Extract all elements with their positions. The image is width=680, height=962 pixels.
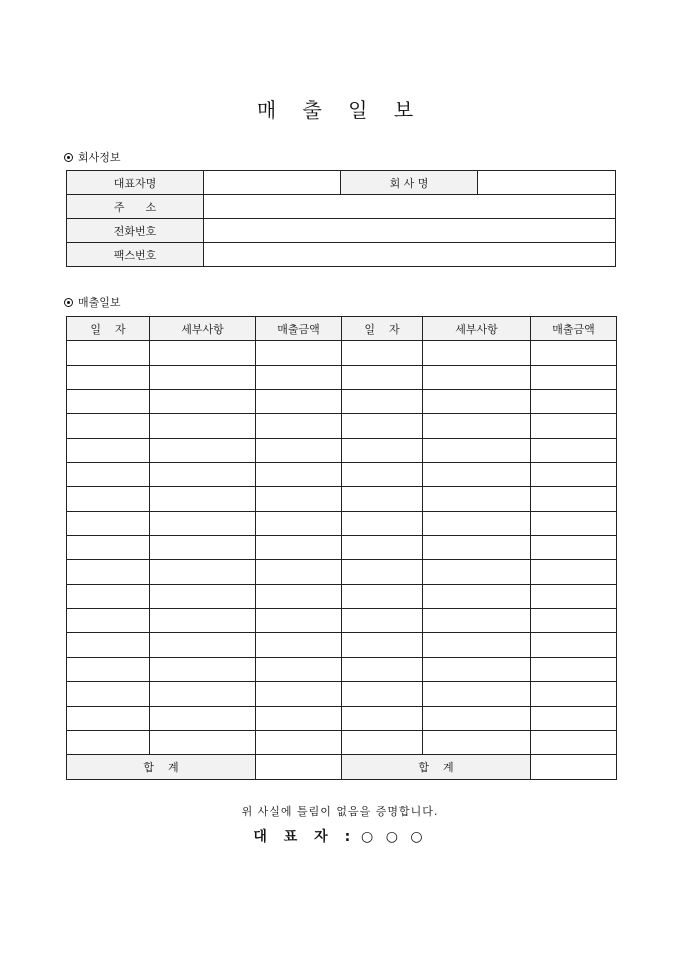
table-row	[67, 195, 616, 219]
amount-cell[interactable]	[256, 438, 342, 462]
table-row	[67, 171, 616, 195]
details-cell[interactable]	[423, 560, 531, 584]
details-cell[interactable]	[423, 657, 531, 681]
details-cell[interactable]	[423, 487, 531, 511]
details-cell[interactable]	[423, 438, 531, 462]
date-cell[interactable]	[67, 536, 150, 560]
document-title: 매 출 일 보	[256, 98, 424, 122]
representative-label: 대표자명	[67, 171, 204, 195]
table-row	[67, 560, 617, 584]
table-row	[67, 730, 617, 754]
amount-cell[interactable]	[256, 487, 342, 511]
sales-report-heading	[64, 294, 121, 310]
amount-cell[interactable]	[531, 536, 617, 560]
amount-cell[interactable]	[256, 560, 342, 584]
address-field[interactable]	[204, 195, 616, 219]
details-cell[interactable]	[150, 657, 256, 681]
table-row	[67, 390, 617, 414]
amount-cell[interactable]	[256, 609, 342, 633]
date-cell[interactable]	[67, 730, 150, 754]
details-cell[interactable]	[423, 730, 531, 754]
date-cell[interactable]	[342, 657, 423, 681]
amount-cell[interactable]	[531, 390, 617, 414]
date-cell[interactable]	[342, 487, 423, 511]
table-row	[67, 243, 616, 267]
date-cell[interactable]	[342, 633, 423, 657]
amount-cell[interactable]	[256, 584, 342, 608]
signature-line	[0, 826, 680, 846]
amount-cell[interactable]	[256, 633, 342, 657]
date-cell[interactable]	[67, 609, 150, 633]
date-cell[interactable]	[342, 511, 423, 535]
date-cell[interactable]	[67, 438, 150, 462]
amount-cell[interactable]	[256, 511, 342, 535]
amount-cell[interactable]	[531, 584, 617, 608]
table-row	[67, 536, 617, 560]
date-cell[interactable]	[67, 463, 150, 487]
fax-field[interactable]	[204, 243, 616, 267]
details-cell[interactable]	[150, 633, 256, 657]
company-info-table	[66, 170, 616, 267]
table-row	[67, 609, 617, 633]
details-cell[interactable]	[423, 341, 531, 365]
amount-cell[interactable]	[256, 365, 342, 389]
date-cell[interactable]	[342, 682, 423, 706]
company-info-heading-label: 회사정보	[78, 151, 121, 164]
amount-cell[interactable]	[531, 560, 617, 584]
details-cell[interactable]	[150, 706, 256, 730]
table-row	[67, 341, 617, 365]
amount-cell[interactable]	[531, 730, 617, 754]
details-cell[interactable]	[150, 438, 256, 462]
amount-cell[interactable]	[256, 414, 342, 438]
details-cell[interactable]	[150, 730, 256, 754]
amount-cell[interactable]	[256, 463, 342, 487]
address-label: 주 소	[67, 195, 204, 219]
bullet-radio-icon	[64, 153, 73, 162]
details-cell[interactable]	[150, 365, 256, 389]
date-cell[interactable]	[342, 609, 423, 633]
total-label: 합 계	[342, 755, 531, 779]
amount-cell[interactable]	[531, 657, 617, 681]
date-cell[interactable]	[67, 633, 150, 657]
total-row	[67, 755, 617, 779]
column-header-date: 일 자	[67, 317, 150, 341]
amount-cell[interactable]	[531, 682, 617, 706]
signature-placeholder[interactable]: ○ ○ ○	[361, 829, 427, 845]
column-header-details: 세부사항	[423, 317, 531, 341]
date-cell[interactable]	[342, 390, 423, 414]
amount-cell[interactable]	[531, 341, 617, 365]
date-cell[interactable]	[67, 341, 150, 365]
sales-table-body	[67, 341, 617, 755]
amount-cell[interactable]	[256, 730, 342, 754]
phone-label: 전화번호	[67, 219, 204, 243]
table-row	[67, 633, 617, 657]
date-cell[interactable]	[67, 414, 150, 438]
representative-field[interactable]	[204, 171, 341, 195]
date-cell[interactable]	[67, 584, 150, 608]
date-cell[interactable]	[342, 438, 423, 462]
amount-cell[interactable]	[531, 633, 617, 657]
table-row	[67, 365, 617, 389]
table-row	[67, 682, 617, 706]
table-row	[67, 219, 616, 243]
date-cell[interactable]	[67, 657, 150, 681]
phone-field[interactable]	[204, 219, 616, 243]
details-cell[interactable]	[150, 390, 256, 414]
date-cell[interactable]	[342, 341, 423, 365]
date-cell[interactable]	[67, 487, 150, 511]
date-cell[interactable]	[342, 463, 423, 487]
table-row	[67, 463, 617, 487]
date-cell[interactable]	[67, 511, 150, 535]
date-cell[interactable]	[342, 706, 423, 730]
amount-cell[interactable]	[256, 390, 342, 414]
details-cell[interactable]	[150, 414, 256, 438]
amount-cell[interactable]	[531, 487, 617, 511]
fax-label: 팩스번호	[67, 243, 204, 267]
details-cell[interactable]	[423, 682, 531, 706]
amount-cell[interactable]	[256, 657, 342, 681]
date-cell[interactable]	[67, 390, 150, 414]
date-cell[interactable]	[342, 536, 423, 560]
amount-cell[interactable]	[256, 682, 342, 706]
company-info-heading	[64, 149, 121, 165]
details-cell[interactable]	[423, 511, 531, 535]
date-cell[interactable]	[342, 414, 423, 438]
table-row	[67, 511, 617, 535]
amount-cell[interactable]	[531, 609, 617, 633]
total-amount-field[interactable]	[256, 755, 342, 779]
date-cell[interactable]	[342, 560, 423, 584]
total-amount-field[interactable]	[531, 755, 617, 779]
details-cell[interactable]	[423, 706, 531, 730]
details-cell[interactable]	[423, 463, 531, 487]
table-row	[67, 414, 617, 438]
details-cell[interactable]	[423, 609, 531, 633]
amount-cell[interactable]	[256, 536, 342, 560]
details-cell[interactable]	[423, 390, 531, 414]
table-row	[67, 584, 617, 608]
total-label: 합 계	[67, 755, 256, 779]
amount-cell[interactable]	[531, 365, 617, 389]
date-cell[interactable]	[342, 730, 423, 754]
table-header-row	[67, 317, 617, 341]
table-row	[67, 438, 617, 462]
sales-report-heading-label: 매출일보	[78, 296, 121, 309]
details-cell[interactable]	[423, 584, 531, 608]
date-cell[interactable]	[67, 560, 150, 584]
details-cell[interactable]	[150, 511, 256, 535]
signature-label: 대 표 자 :	[253, 829, 357, 845]
date-cell[interactable]	[67, 365, 150, 389]
details-cell[interactable]	[150, 487, 256, 511]
certification-statement: 위 사실에 틀림이 없음을 증명합니다.	[241, 805, 439, 818]
details-cell[interactable]	[150, 584, 256, 608]
amount-cell[interactable]	[256, 341, 342, 365]
amount-cell[interactable]	[256, 706, 342, 730]
details-cell[interactable]	[150, 463, 256, 487]
details-cell[interactable]	[150, 682, 256, 706]
column-header-amount: 매출금액	[531, 317, 617, 341]
company-name-field[interactable]	[478, 171, 616, 195]
details-cell[interactable]	[150, 609, 256, 633]
date-cell[interactable]	[67, 682, 150, 706]
details-cell[interactable]	[150, 341, 256, 365]
details-cell[interactable]	[423, 414, 531, 438]
date-cell[interactable]	[67, 706, 150, 730]
table-row	[67, 657, 617, 681]
amount-cell[interactable]	[531, 414, 617, 438]
company-name-label: 회 사 명	[341, 171, 478, 195]
amount-cell[interactable]	[531, 511, 617, 535]
date-cell[interactable]	[342, 365, 423, 389]
sales-report-table	[66, 316, 617, 780]
amount-cell[interactable]	[531, 463, 617, 487]
details-cell[interactable]	[423, 633, 531, 657]
table-row	[67, 487, 617, 511]
date-cell[interactable]	[342, 584, 423, 608]
table-row	[67, 706, 617, 730]
details-cell[interactable]	[150, 560, 256, 584]
details-cell[interactable]	[423, 365, 531, 389]
bullet-radio-icon	[64, 298, 73, 307]
details-cell[interactable]	[423, 536, 531, 560]
amount-cell[interactable]	[531, 438, 617, 462]
amount-cell[interactable]	[531, 706, 617, 730]
column-header-amount: 매출금액	[256, 317, 342, 341]
column-header-date: 일 자	[342, 317, 423, 341]
column-header-details: 세부사항	[150, 317, 256, 341]
details-cell[interactable]	[150, 536, 256, 560]
